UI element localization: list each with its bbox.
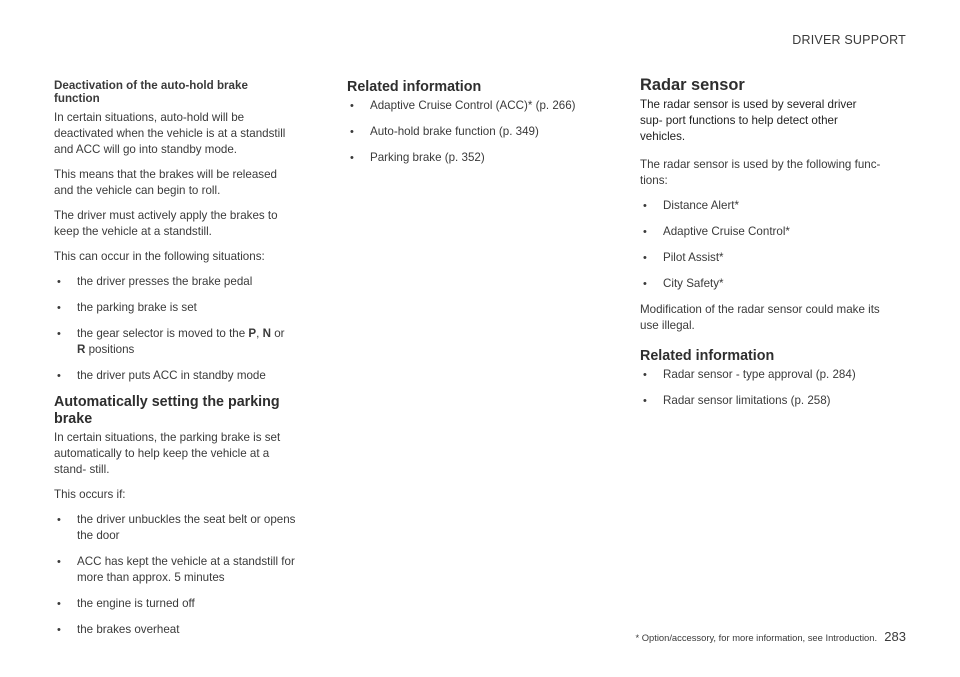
related-link-acc[interactable]: • Adaptive Cruise Control (ACC)* (p. 266): [347, 98, 589, 114]
gear-separator: or: [270, 327, 285, 340]
gear-r: R: [77, 343, 86, 356]
paragraph: This can occur in the following situations:: [54, 250, 265, 263]
lead-paragraph: The radar sensor is used by several driver sup- port functions to help detect other vehicles.: [640, 98, 857, 143]
function-list: [640, 198, 882, 292]
related-link-limitations[interactable]: • Radar sensor limitations (p. 258): [640, 393, 882, 409]
paragraph: The driver must actively apply the brakes to keep the vehicle at a standstill.: [54, 209, 278, 238]
related-links: [347, 98, 589, 166]
list-item: • Distance Alert*: [640, 198, 882, 214]
heading-radar-sensor: Radar sensor: [640, 76, 745, 94]
list-item: • the driver unbuckles the seat belt or opens the door: [54, 512, 296, 544]
heading-auto-parking-brake: Automatically setting the parking brake: [54, 394, 280, 427]
page-footer: [635, 629, 906, 644]
gear-separator: ,: [256, 327, 263, 340]
footnote: * Option/accessory, for more information, see Introduction.: [635, 632, 878, 643]
situation-list: [54, 274, 296, 384]
gear-p: P: [248, 327, 257, 340]
related-link-type-approval[interactable]: • Radar sensor - type approval (p. 284): [640, 367, 882, 383]
list-item: • the brakes overheat: [54, 622, 296, 638]
heading-deactivation-auto-hold: Deactivation of the auto-hold brake function: [54, 79, 248, 105]
list-item: • ACC has kept the vehicle at a standstill for more than approx. 5 minutes: [54, 554, 296, 586]
gear-text-after: positions: [85, 343, 135, 356]
column-auto-hold: [54, 79, 296, 648]
condition-list: [54, 512, 296, 638]
list-item: • the driver puts ACC in standby mode: [54, 368, 296, 384]
list-item: • the engine is turned off: [54, 596, 296, 612]
column-related-info: [347, 79, 589, 176]
paragraph: In certain situations, the parking brake is set automatically to help keep the vehicle at a stand- still.: [54, 431, 281, 476]
heading-related-information: Related information: [640, 348, 775, 364]
warning-paragraph: Modification of the radar sensor could make its use illegal.: [640, 303, 880, 332]
list-item: • the driver presses the brake pedal: [54, 274, 296, 290]
gear-text-before: the gear selector is moved to the: [77, 327, 249, 340]
list-item: • Adaptive Cruise Control*: [640, 224, 882, 240]
page-number: 283: [884, 629, 906, 644]
related-links: [640, 367, 882, 409]
paragraph: This occurs if:: [54, 488, 126, 501]
related-link-parking-brake[interactable]: • Parking brake (p. 352): [347, 150, 589, 166]
list-item-gear-selector: [54, 326, 296, 358]
list-item: • Pilot Assist*: [640, 250, 882, 266]
related-link-auto-hold[interactable]: • Auto-hold brake function (p. 349): [347, 124, 589, 140]
heading-related-information: Related information: [347, 79, 482, 95]
paragraph: This means that the brakes will be released and the vehicle can begin to roll.: [54, 168, 277, 197]
gear-n: N: [262, 327, 271, 340]
section-header: DRIVER SUPPORT: [792, 33, 906, 47]
list-item: • the parking brake is set: [54, 300, 296, 316]
column-radar-sensor: [640, 76, 882, 419]
paragraph: In certain situations, auto-hold will be deactivated when the vehicle is at a standstill and ACC will go into standby mode.: [54, 111, 286, 156]
paragraph: The radar sensor is used by the following func- tions:: [640, 158, 881, 187]
list-item: • City Safety*: [640, 276, 882, 292]
